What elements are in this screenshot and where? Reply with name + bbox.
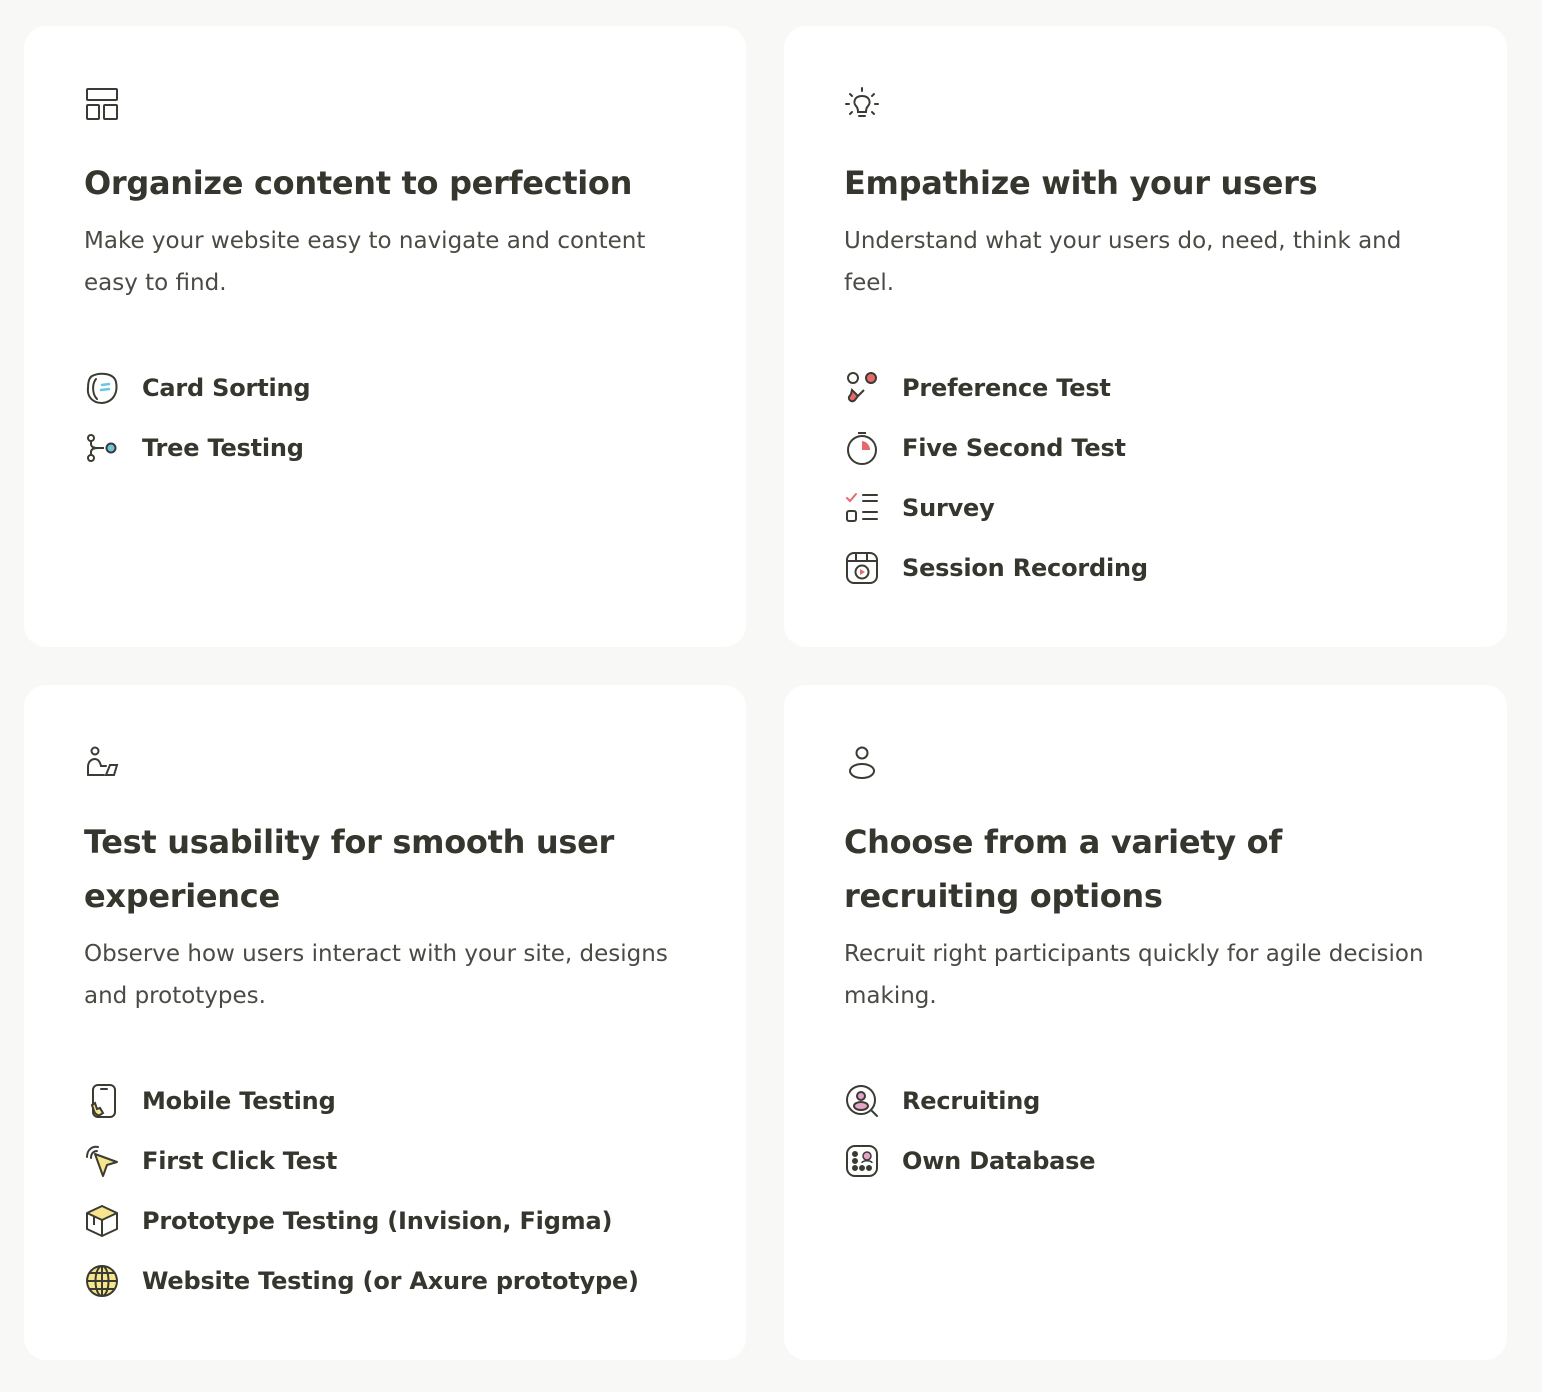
feature-label: Preference Test: [902, 374, 1111, 402]
feature-recruiting[interactable]: [844, 1071, 1447, 1131]
feature-label: First Click Test: [142, 1147, 338, 1175]
card-description: Make your website easy to navigate and content easy to find.: [84, 228, 646, 296]
card-description: Recruit right participants quickly for agile decision making.: [844, 941, 1424, 1009]
mobile-tap-icon: [84, 1083, 120, 1119]
feature-prototype-testing[interactable]: [84, 1191, 686, 1251]
feature-list: [844, 1071, 1447, 1191]
preference-test-icon: [844, 370, 880, 406]
feature-label: Five Second Test: [902, 434, 1126, 462]
feature-tree-testing[interactable]: [84, 418, 686, 478]
feature-own-database[interactable]: [844, 1131, 1447, 1191]
feature-label: Survey: [902, 494, 995, 522]
card-title: Empathize with your users: [844, 164, 1318, 202]
card-organize-content: [24, 26, 746, 647]
feature-label: Prototype Testing (Invision, Figma): [142, 1207, 613, 1235]
feature-survey[interactable]: [844, 478, 1447, 538]
card-description: Understand what your users do, need, think and feel.: [844, 228, 1402, 296]
feature-five-second-test[interactable]: [844, 418, 1447, 478]
stopwatch-icon: [844, 430, 880, 466]
feature-label: Mobile Testing: [142, 1087, 336, 1115]
cube-icon: [84, 1203, 120, 1239]
feature-label: Website Testing (or Axure prototype): [142, 1267, 639, 1295]
feature-label: Own Database: [902, 1147, 1096, 1175]
feature-label: Recruiting: [902, 1087, 1041, 1115]
card-title: Choose from a variety of recruiting options: [844, 823, 1282, 915]
feature-list: [84, 1071, 686, 1311]
card-recruiting: [784, 685, 1507, 1360]
feature-first-click-test[interactable]: [84, 1131, 686, 1191]
card-empathize: [784, 26, 1507, 647]
user-search-icon: [844, 1083, 880, 1119]
feature-label: Tree Testing: [142, 434, 304, 462]
card-description: Observe how users interact with your site, designs and prototypes.: [84, 941, 668, 1009]
feature-website-testing[interactable]: [84, 1251, 686, 1311]
feature-list: [84, 358, 686, 478]
person-at-desk-icon: [84, 745, 120, 781]
card-usability: [24, 685, 746, 1360]
user-icon: [844, 745, 880, 781]
card-title: Organize content to perfection: [84, 164, 633, 202]
globe-icon: [84, 1263, 120, 1299]
feature-session-recording[interactable]: [844, 538, 1447, 598]
feature-label: Session Recording: [902, 554, 1148, 582]
feature-list: [844, 358, 1447, 598]
database-grid-icon: [844, 1143, 880, 1179]
card-sorting-icon: [84, 370, 120, 406]
feature-label: Card Sorting: [142, 374, 311, 402]
session-recording-icon: [844, 550, 880, 586]
feature-mobile-testing[interactable]: [84, 1071, 686, 1131]
lightbulb-icon: [844, 86, 880, 122]
survey-checklist-icon: [844, 490, 880, 526]
card-title: Test usability for smooth user experience: [84, 823, 615, 915]
layout-icon: [84, 86, 120, 122]
tree-testing-icon: [84, 430, 120, 466]
feature-preference-test[interactable]: [844, 358, 1447, 418]
feature-card-sorting[interactable]: [84, 358, 686, 418]
cursor-click-icon: [84, 1143, 120, 1179]
